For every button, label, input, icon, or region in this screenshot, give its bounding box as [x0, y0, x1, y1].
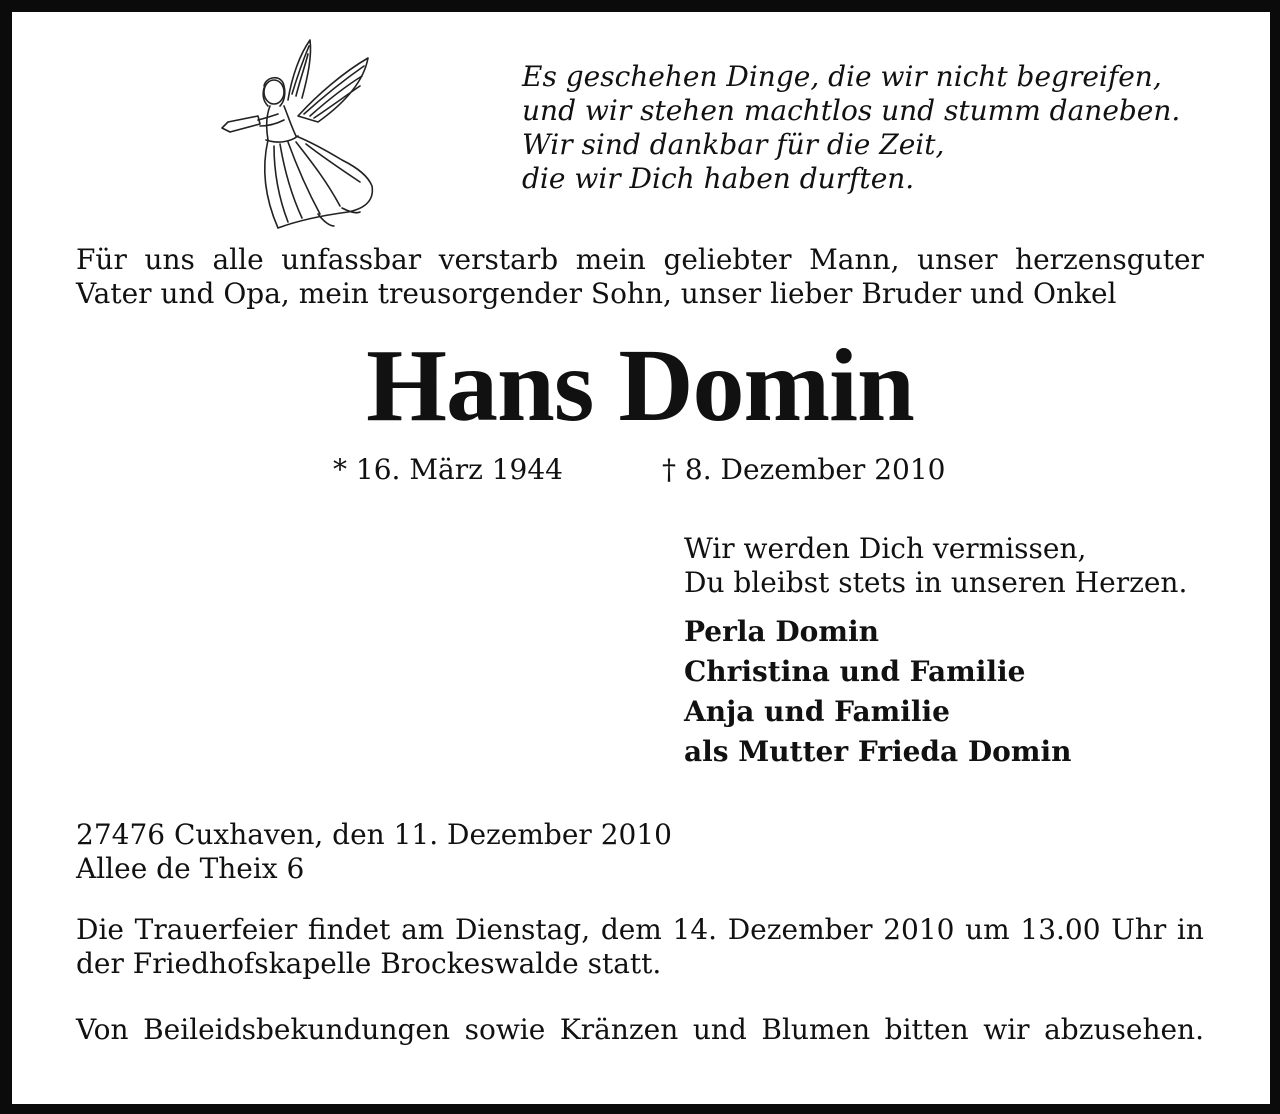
- angel-icon: [218, 36, 378, 232]
- birth-date: * 16. März 1944: [333, 453, 563, 486]
- funeral-info: [76, 913, 1204, 981]
- funeral-word: findet: [307, 913, 391, 946]
- poem-line: Es geschehen Dinge, die wir nicht begreifen,: [522, 60, 1162, 93]
- intro-line-2: Vater und Opa, mein treusorgender Sohn, unser lieber Bruder und Onkel: [76, 277, 1117, 310]
- funeral-word: Die: [76, 913, 124, 946]
- note-word: Beileidsbekundungen: [143, 1013, 451, 1046]
- poem-line: die wir Dich haben durften.: [522, 162, 915, 195]
- mourner: Perla Domin: [684, 615, 879, 648]
- funeral-word: Trauerfeier: [134, 913, 298, 946]
- funeral-word: um: [965, 913, 1010, 946]
- funeral-word: Uhr: [1111, 913, 1167, 946]
- address: Allee de Theix 6: [76, 852, 305, 885]
- funeral-line-1: [76, 913, 1204, 947]
- closing-line: Du bleibst stets in unseren Herzen.: [684, 566, 1188, 599]
- condolence-note: [76, 1013, 1204, 1047]
- intro-word: geliebter: [663, 243, 792, 276]
- note-word: wir: [983, 1013, 1030, 1046]
- note-word: abzusehen.: [1044, 1013, 1204, 1046]
- closing-verse: [684, 532, 1187, 600]
- note-word: sowie: [464, 1013, 546, 1046]
- funeral-word: 14.: [672, 913, 718, 946]
- poem: [522, 60, 1180, 196]
- intro-text: [76, 243, 1204, 311]
- note-word: Kränzen: [559, 1013, 679, 1046]
- note-word: Von: [76, 1013, 129, 1046]
- place-and-date: [76, 818, 672, 886]
- intro-word: Für: [76, 243, 127, 276]
- intro-word: alle: [212, 243, 264, 276]
- intro-word: unfassbar: [281, 243, 422, 276]
- city-date: 27476 Cuxhaven, den 11. Dezember 2010: [76, 818, 672, 851]
- intro-line-1: [76, 243, 1204, 277]
- note-word: bitten: [884, 1013, 969, 1046]
- note-word: Blumen: [761, 1013, 871, 1046]
- mourners-list: [684, 612, 1071, 772]
- note-word: und: [692, 1013, 747, 1046]
- intro-word: Mann,: [809, 243, 900, 276]
- closing-line: Wir werden Dich vermissen,: [684, 532, 1087, 565]
- funeral-word: am: [401, 913, 445, 946]
- intro-word: herzensguter: [1015, 243, 1204, 276]
- intro-word: uns: [144, 243, 195, 276]
- intro-word: mein: [575, 243, 646, 276]
- mourner: Anja und Familie: [684, 695, 950, 728]
- poem-line: Wir sind dankbar für die Zeit,: [522, 128, 945, 161]
- poem-line: und wir stehen machtlos und stumm daneben.: [522, 94, 1181, 127]
- death-date: † 8. Dezember 2010: [662, 453, 946, 486]
- funeral-word: 2010: [883, 913, 955, 946]
- intro-word: verstarb: [438, 243, 559, 276]
- mourner: Christina und Familie: [684, 655, 1026, 688]
- funeral-line-2: der Friedhofskapelle Brockeswalde statt.: [76, 947, 662, 980]
- funeral-word: Dienstag,: [454, 913, 591, 946]
- funeral-word: dem: [600, 913, 662, 946]
- intro-word: unser: [917, 243, 998, 276]
- funeral-word: Dezember: [727, 913, 873, 946]
- mourner: als Mutter Frieda Domin: [684, 735, 1072, 768]
- funeral-word: in: [1176, 913, 1204, 946]
- funeral-word: 13.00: [1020, 913, 1101, 946]
- deceased-name: Hans Domin: [366, 328, 914, 443]
